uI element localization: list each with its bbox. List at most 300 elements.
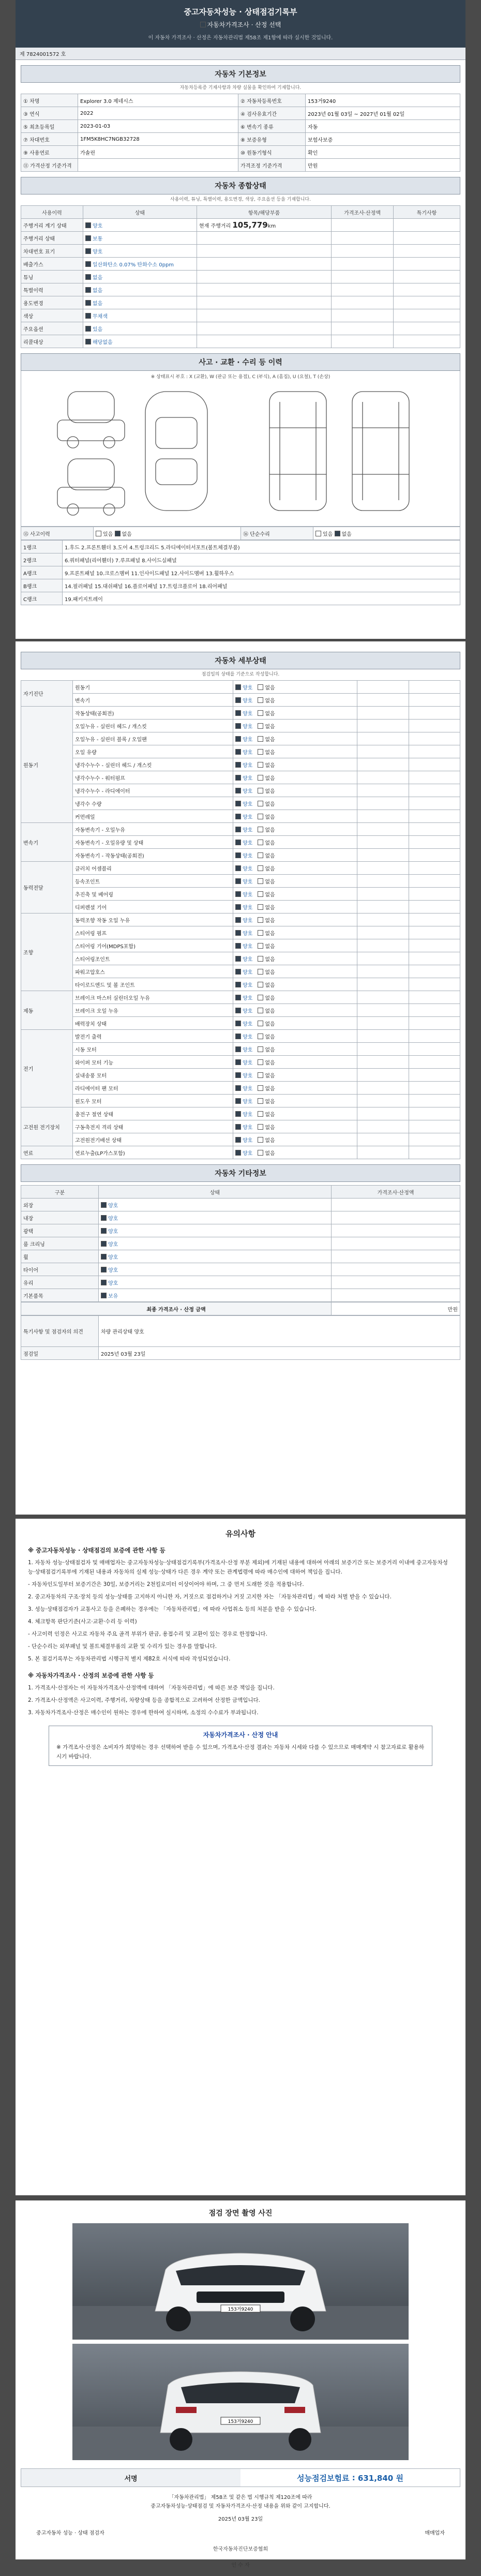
detail-item-label: 라디에이터 팬 모터	[73, 1082, 233, 1095]
checkbox-icon	[85, 235, 91, 241]
checkbox-icon	[258, 814, 263, 819]
detail-note	[409, 875, 460, 888]
detail-row	[21, 745, 460, 758]
detail-price	[357, 771, 409, 784]
detail-item-label: 자동변속기 - 오일누유	[73, 823, 233, 836]
field-value	[78, 159, 238, 172]
detail-note	[409, 849, 460, 862]
detail-row	[21, 720, 460, 732]
checkbox-icon	[258, 762, 263, 768]
fee-value: 631,840 원	[357, 2473, 403, 2483]
sign-label: 서명	[21, 2469, 240, 2487]
price-guide-box	[49, 1726, 432, 1766]
detail-row	[21, 1043, 460, 1056]
item-label: 색상	[21, 309, 83, 322]
checkbox-icon	[85, 300, 91, 306]
detail-item-status	[233, 862, 357, 875]
field-label: ③ 연식	[21, 107, 78, 120]
column-header: 구분	[21, 1186, 99, 1199]
item-note	[394, 296, 460, 309]
status-alt: 없음	[265, 711, 275, 717]
detail-item-label: 스티어링조인트	[73, 952, 233, 965]
item-status	[83, 245, 197, 258]
checkbox-icon	[85, 274, 91, 280]
detail-row	[21, 939, 460, 952]
detail-note	[409, 1133, 460, 1146]
detail-note	[409, 810, 460, 823]
checkbox-icon	[258, 723, 263, 729]
detail-item-status	[233, 952, 357, 965]
detail-item-status	[233, 707, 357, 720]
checkbox-icon	[235, 1137, 241, 1143]
detail-price	[357, 694, 409, 707]
detail-price	[357, 1107, 409, 1120]
detail-item-label: 냉각수누수 - 실린더 헤드 / 개스킷	[73, 758, 233, 771]
checkbox-icon	[235, 891, 241, 897]
detail-note	[409, 797, 460, 810]
status-alt: 없음	[265, 1060, 275, 1066]
detail-note	[409, 1069, 460, 1082]
detail-row	[21, 901, 460, 913]
notice-paragraph: 1. 가격조사·산정자는 이 자동차가격조사·산정액에 대하여 「자동차관리법」에 따른 보증 책임을 집니다.	[28, 1685, 275, 1691]
detail-row	[21, 1095, 460, 1107]
status-text: 있음	[93, 326, 103, 333]
status-alt: 없음	[265, 685, 275, 691]
rank-label: C랭크	[21, 592, 63, 605]
checkbox-icon	[258, 1059, 263, 1065]
detail-item-status	[233, 978, 357, 991]
detail-item-label: 디퍼렌셜 기어	[73, 901, 233, 913]
detail-price	[357, 862, 409, 875]
price-guide-title: 자동차가격조사 · 산정 안내	[203, 1731, 278, 1739]
item-detail	[197, 322, 332, 335]
status-good: 양호	[243, 827, 253, 833]
status-alt: 없음	[265, 762, 275, 769]
detail-note	[409, 1095, 460, 1107]
detail-item-status	[233, 1043, 357, 1056]
simple-repair-value: 있음 없음	[313, 527, 460, 540]
detail-price	[357, 836, 409, 849]
status-good: 양호	[243, 698, 253, 704]
status-alt: 없음	[265, 995, 275, 1001]
overall-row	[21, 258, 460, 271]
detail-note	[409, 1043, 460, 1056]
item-status	[83, 219, 197, 232]
detail-row	[21, 1030, 460, 1043]
item-price	[332, 309, 394, 322]
status-good: 양호	[243, 1047, 253, 1053]
item-price	[332, 283, 394, 296]
detail-note	[409, 939, 460, 952]
item-price	[332, 245, 394, 258]
sign-date: 2025년 03월 23일	[218, 2517, 263, 2522]
status-text: 양호	[108, 1216, 118, 1222]
column-header: 사용이력	[21, 206, 83, 219]
seller-label: 매매업자	[425, 2530, 445, 2536]
status-text: 없음	[93, 288, 103, 294]
rank-row	[21, 553, 460, 566]
subtitle-text: 자동차가격조사 · 산정 선택	[207, 21, 281, 28]
detail-item-label: 오일누유 - 실린더 블록 / 오일팬	[73, 732, 233, 745]
checkbox-icon	[258, 788, 263, 793]
other-row	[21, 1250, 460, 1263]
field-label: ④ 검사유효기간	[238, 107, 306, 120]
status-alt: 없음	[265, 918, 275, 924]
status-alt: 없음	[265, 905, 275, 911]
field-label: ⑪ 가격산정 기준가격	[21, 159, 78, 172]
item-detail	[197, 309, 332, 322]
detail-item-label: 브레이크 오일 누유	[73, 1004, 233, 1017]
status-good: 양호	[243, 1125, 253, 1131]
status-alt: 없음	[265, 1021, 275, 1027]
detail-row	[21, 1069, 460, 1082]
detail-item-label: 타이로드엔드 및 볼 조인트	[73, 978, 233, 991]
detail-note	[409, 732, 460, 745]
basic-row	[21, 120, 460, 133]
checkbox-icon	[235, 788, 241, 793]
status-text: 양호	[108, 1267, 118, 1274]
checkbox-icon	[235, 762, 241, 768]
document-number: 제 7824001572 호	[16, 48, 465, 60]
other-item-label: 광택	[21, 1224, 99, 1237]
other-info-title: 자동차 기타정보	[21, 1164, 460, 1182]
checkbox-icon	[235, 995, 241, 1000]
detail-price	[357, 1056, 409, 1069]
detail-item-label: 냉각수 수량	[73, 797, 233, 810]
item-price	[332, 335, 394, 348]
basic-row	[21, 159, 460, 172]
item-price	[332, 296, 394, 309]
notice-body	[16, 1519, 465, 1783]
detail-item-label: 연료누출(LP가스포함)	[73, 1146, 233, 1159]
checkbox-icon	[235, 1059, 241, 1065]
mileage-unit: km	[267, 223, 276, 229]
checkbox-icon	[101, 1267, 107, 1272]
checkbox-icon	[235, 749, 241, 755]
basic-row	[21, 133, 460, 146]
detail-group-label: 제동	[21, 991, 73, 1030]
other-item-price	[332, 1211, 460, 1224]
detail-row	[21, 913, 460, 926]
detail-price	[357, 1004, 409, 1017]
detail-item-status	[233, 758, 357, 771]
other-item-price	[332, 1199, 460, 1211]
inspection-sheet-page-1	[16, 0, 465, 639]
checkbox-icon	[235, 982, 241, 987]
accident-summary-table	[21, 527, 460, 540]
detail-item-label: 동력조향 작동 오일 누유	[73, 913, 233, 926]
detail-row	[21, 694, 460, 707]
item-status	[83, 271, 197, 283]
notice-section-2: ※ 자동차가격조사 · 산정의 보증에 관한 사항 등	[28, 1672, 154, 1679]
item-label: 주행거리 상태	[21, 232, 83, 245]
detail-note	[409, 1017, 460, 1030]
status-good: 양호	[243, 737, 253, 743]
price-guide-text: ※ 가격조사·산정은 소비자가 희망하는 경우 선택하여 받을 수 있으며, 가격조사·산정 결과는 자동차 시세와 다를 수 있으므로 매매계약 시 참고자료로 활용하시기 바랍니다.	[56, 1744, 425, 1760]
item-detail	[197, 296, 332, 309]
item-detail	[197, 258, 332, 271]
detail-item-status	[233, 784, 357, 797]
detail-item-label: 스티어링 펌프	[73, 926, 233, 939]
detail-row	[21, 1107, 460, 1120]
checkbox-icon	[235, 814, 241, 819]
field-label: ① 차명	[21, 94, 78, 107]
status-text: 없음	[93, 275, 103, 281]
item-label: 배출가스	[21, 258, 83, 271]
other-row	[21, 1224, 460, 1237]
notice-paragraph: - 자동차인도일부터 보증기간은 30일, 보증거리는 2천킬로미터 이상이어야 하며, 그 중 먼저 도래한 것을 적용합니다.	[28, 1581, 304, 1587]
checkbox-icon	[258, 1137, 263, 1143]
rank-label: A랭크	[21, 566, 63, 579]
detail-price	[357, 952, 409, 965]
detail-row	[21, 810, 460, 823]
rank-parts: 14.필러패널 15.대쉬패널 16.플로어패널 17.트렁크플로어 18.리어패널	[63, 579, 460, 592]
detail-item-label: 자동변속기 - 오일유량 및 상태	[73, 836, 233, 849]
field-value: 가솔린	[78, 146, 238, 159]
detail-row	[21, 836, 460, 849]
detail-row	[21, 1017, 460, 1030]
detail-price	[357, 732, 409, 745]
detail-item-status	[233, 849, 357, 862]
mileage-value: 105,779	[232, 220, 268, 230]
status-alt: 없음	[265, 1125, 275, 1131]
status-alt: 없음	[265, 853, 275, 859]
checkbox-icon	[101, 1202, 107, 1208]
field-label: ② 자동차등록번호	[238, 94, 306, 107]
detail-item-label: 냉각수누수 - 라디에이터	[73, 784, 233, 797]
detail-item-label: 오일누유 - 실린더 헤드 / 개스킷	[73, 720, 233, 732]
checkbox-icon	[235, 1124, 241, 1130]
rank-parts: 6.쿼터패널(리어휀더) 7.루프패널 8.사이드실패널	[63, 553, 460, 566]
car-diagram-area	[21, 371, 460, 527]
checkbox-icon	[235, 710, 241, 716]
checkbox-icon	[235, 865, 241, 871]
final-price-label: 최종 가격조사 · 산정 금액	[21, 1302, 332, 1315]
detail-row	[21, 797, 460, 810]
rank-row	[21, 579, 460, 592]
checkbox-icon	[258, 827, 263, 832]
status-good: 양호	[243, 788, 253, 795]
item-note	[394, 258, 460, 271]
detail-row	[21, 732, 460, 745]
mileage-label: 현재 주행거리	[199, 223, 231, 229]
field-value: 2022	[78, 107, 238, 120]
checkbox-icon	[258, 710, 263, 716]
status-alt: 없음	[265, 788, 275, 795]
status-text: 양호	[108, 1241, 118, 1248]
detail-price	[357, 926, 409, 939]
detail-item-label: 고전원전기배선 상태	[73, 1133, 233, 1146]
detail-row	[21, 1133, 460, 1146]
status-good: 양호	[243, 1099, 253, 1105]
detail-price	[357, 810, 409, 823]
detail-note	[409, 784, 460, 797]
detail-item-status	[233, 875, 357, 888]
detail-item-status	[233, 926, 357, 939]
item-label: 리콜대상	[21, 335, 83, 348]
detail-note	[409, 888, 460, 901]
detail-price	[357, 784, 409, 797]
detail-item-status	[233, 1107, 357, 1120]
status-alt: 없음	[265, 982, 275, 989]
detail-price	[357, 707, 409, 720]
detail-item-status	[233, 823, 357, 836]
item-price	[332, 219, 394, 232]
suv-rear-photo	[72, 2344, 409, 2460]
checkbox-icon	[235, 930, 241, 936]
accident-history-label: ⑮ 사고이력	[21, 527, 94, 540]
item-status	[83, 309, 197, 322]
column-header: 상태	[83, 206, 197, 219]
other-item-label: 기본품목	[21, 1289, 99, 1302]
checkbox-icon	[258, 840, 263, 845]
checkbox-icon	[258, 956, 263, 962]
item-status	[83, 322, 197, 335]
checkbox-icon	[235, 1150, 241, 1156]
status-alt: 없음	[265, 1086, 275, 1092]
status-good: 양호	[243, 1021, 253, 1027]
detail-price	[357, 681, 409, 694]
checkbox-icon	[258, 969, 263, 975]
basic-info-title: 자동차 기본정보	[21, 65, 460, 83]
rank-parts: 1.후드 2.프론트휀더 3.도어 4.트렁크리드 5.라디에이터서포트(볼트체결부품)	[63, 541, 460, 553]
checkbox-icon	[258, 852, 263, 858]
detail-note	[409, 952, 460, 965]
detail-row	[21, 771, 460, 784]
status-alt: 없음	[265, 1008, 275, 1014]
detail-row	[21, 1146, 460, 1159]
item-price	[332, 322, 394, 335]
detail-note	[409, 771, 460, 784]
checkbox-icon	[235, 684, 241, 690]
status-good: 양호	[243, 995, 253, 1001]
status-good: 양호	[243, 775, 253, 782]
item-status	[83, 335, 197, 348]
status-good: 양호	[243, 918, 253, 924]
detail-row	[21, 978, 460, 991]
item-detail	[197, 283, 332, 296]
item-price	[332, 271, 394, 283]
detail-item-label: 브레이크 마스터 실린더오일 누유	[73, 991, 233, 1004]
insurance-fee-bar	[21, 2468, 460, 2487]
checkbox-icon	[258, 878, 263, 884]
status-text: 양호	[108, 1254, 118, 1261]
item-note	[394, 335, 460, 348]
detail-price	[357, 758, 409, 771]
photo-title: 점검 장면 촬영 사진	[208, 2209, 273, 2218]
detail-note	[409, 823, 460, 836]
status-good: 양호	[243, 711, 253, 717]
detail-row	[21, 1082, 460, 1095]
rank-label: B랭크	[21, 579, 63, 592]
checkbox-icon	[258, 1098, 263, 1104]
checkbox-icon	[235, 969, 241, 975]
notice-paragraph: 4. 체크항목 판단기준(사고·교환·수리 등 이력)	[28, 1619, 137, 1625]
rank-row	[21, 566, 460, 579]
checkbox-icon	[258, 775, 263, 781]
detail-note	[409, 1107, 460, 1120]
checkbox-icon	[258, 904, 263, 910]
detail-price	[357, 1069, 409, 1082]
document-subtitle	[16, 20, 465, 29]
detail-item-status	[233, 797, 357, 810]
column-header: 특기사항	[394, 206, 460, 219]
status-alt: 없음	[265, 737, 275, 743]
checkbox-icon	[235, 736, 241, 742]
checkbox-icon	[85, 339, 91, 345]
status-text: 일산화탄소 0.07% 탄화수소 0ppm	[93, 262, 174, 268]
item-label: 차대번호 표기	[21, 245, 83, 258]
detail-price	[357, 1082, 409, 1095]
status-good: 양호	[243, 982, 253, 989]
other-item-price	[332, 1276, 460, 1289]
checkbox-icon	[101, 1215, 107, 1221]
detail-item-status	[233, 1095, 357, 1107]
detail-note	[409, 965, 460, 978]
detail-price	[357, 965, 409, 978]
status-good: 양호	[243, 1086, 253, 1092]
checkbox-icon	[85, 287, 91, 293]
rank-parts: 19.패키지트레이	[63, 592, 460, 605]
status-text: 해당없음	[93, 339, 113, 346]
checkbox-icon	[85, 222, 91, 228]
checkbox-icon	[258, 995, 263, 1000]
detail-price	[357, 823, 409, 836]
insurance-fee: 성능점검보험료 : 631,840 원	[297, 2473, 403, 2483]
document-title: 중고자동차성능 · 상태점검기록부	[184, 7, 297, 17]
detail-row	[21, 823, 460, 836]
notice-paragraphs-1	[28, 1558, 453, 1664]
item-note	[394, 219, 460, 232]
detail-note	[409, 681, 460, 694]
detail-row	[21, 707, 460, 720]
detail-price	[357, 1095, 409, 1107]
detail-item-label: 스티어링 기어(MDPS포함)	[73, 939, 233, 952]
checkbox-icon	[85, 261, 91, 267]
inspection-date-label: 점검일	[21, 1347, 99, 1360]
notice-paragraph: 2. 중고자동차의 구조·장치 등의 성능·상태를 고지하지 아니한 자, 거짓으로 점검하거나 거짓 고지한 자는 「자동차관리법」에 따라 처벌 받을 수 있습니다.	[28, 1594, 392, 1600]
notice-paragraphs-2	[28, 1683, 453, 1717]
checkbox-icon	[85, 248, 91, 254]
detail-row	[21, 784, 460, 797]
checkbox-icon	[235, 1008, 241, 1013]
item-detail	[197, 335, 332, 348]
detail-item-label: 충전구 절연 상태	[73, 1107, 233, 1120]
detail-group-label: 동력전달	[21, 862, 73, 913]
rank-row	[21, 592, 460, 605]
detail-price	[357, 1120, 409, 1133]
status-alt: 없음	[265, 1099, 275, 1105]
checkbox-icon	[101, 1241, 107, 1247]
checkbox-icon	[258, 1008, 263, 1013]
status-good: 양호	[243, 892, 253, 898]
other-item-status	[99, 1237, 332, 1250]
status-good: 양호	[243, 1112, 253, 1118]
status-text: 양호	[108, 1203, 118, 1209]
other-row	[21, 1211, 460, 1224]
detail-price	[357, 1043, 409, 1056]
detail-group-label: 전기	[21, 1030, 73, 1107]
checkbox-icon	[235, 1085, 241, 1091]
checkbox-icon	[235, 775, 241, 781]
checkbox-icon	[335, 531, 340, 536]
detail-row	[21, 888, 460, 901]
status-alt: 없음	[265, 724, 275, 730]
basic-info-table	[21, 94, 460, 172]
status-text: 양호	[93, 249, 103, 255]
checkbox-icon	[85, 313, 91, 319]
suv-front-photo	[72, 2223, 409, 2340]
